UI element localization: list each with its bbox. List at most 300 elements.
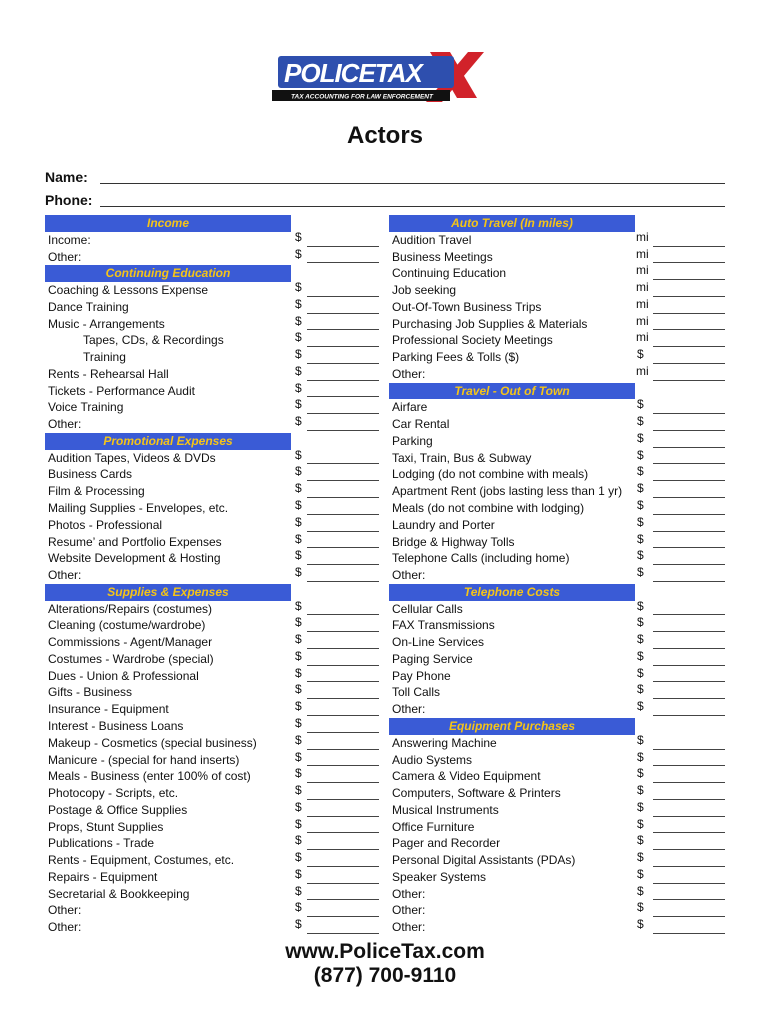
expense-row (389, 634, 725, 651)
amount-input-line[interactable] (307, 313, 379, 314)
expense-label: Speaker Systems (392, 869, 487, 884)
section-header (45, 433, 380, 450)
expense-label: Other: (392, 568, 426, 583)
unit-symbol: $ (295, 866, 302, 881)
expense-row (45, 416, 380, 433)
expense-row (45, 550, 380, 567)
unit-symbol: $ (637, 833, 644, 848)
expense-row (45, 701, 380, 718)
unit-symbol: $ (295, 565, 302, 580)
amount-input-line[interactable] (307, 514, 379, 515)
expense-label: Meals (do not combine with lodging) (392, 501, 585, 516)
amount-input-line[interactable] (653, 916, 725, 917)
amount-input-line[interactable] (307, 497, 379, 498)
footer-phone: (877) 700-9110 (313, 964, 457, 987)
footer-website: www.PoliceTax.com (285, 940, 485, 963)
expense-label: Toll Calls (392, 685, 441, 700)
unit-symbol: $ (637, 481, 644, 496)
amount-input-line[interactable] (653, 480, 725, 481)
name-input-line[interactable] (100, 183, 725, 184)
unit-symbol: $ (637, 598, 644, 613)
phone-input-line[interactable] (100, 206, 725, 207)
unit-symbol: $ (295, 850, 302, 865)
amount-input-line[interactable] (653, 430, 725, 431)
svg-text:TAX ACCOUNTING FOR LAW ENFORCE: TAX ACCOUNTING FOR LAW ENFORCEMENT (291, 93, 433, 101)
expense-label: FAX Transmissions (392, 618, 495, 633)
unit-symbol: $ (637, 397, 644, 412)
amount-input-line[interactable] (307, 883, 379, 884)
section-header-label: Continuing Education (45, 265, 291, 282)
expense-label: Business Meetings (392, 249, 493, 264)
expense-row (389, 363, 725, 383)
unit-symbol: $ (295, 464, 302, 479)
unit-symbol: $ (637, 866, 644, 881)
amount-input-line[interactable] (653, 514, 725, 515)
expense-label: Postage & Office Supplies (48, 802, 188, 817)
unit-symbol: $ (295, 414, 302, 429)
unit-symbol: mi (636, 246, 649, 261)
amount-input-line[interactable] (653, 463, 725, 464)
section-header-label: Auto Travel (In miles) (389, 215, 635, 232)
expense-label: Secretarial & Bookkeeping (48, 886, 190, 901)
expense-label: Gifts - Business (48, 685, 133, 700)
expense-label: Business Cards (48, 467, 133, 482)
expense-label: Dance Training (48, 299, 129, 314)
expense-row (389, 919, 725, 936)
amount-input-line[interactable] (307, 866, 379, 867)
amount-input-line[interactable] (307, 933, 379, 934)
section-header-label: Promotional Expenses (45, 433, 291, 450)
expense-label: Taxi, Train, Bus & Subway (392, 450, 532, 465)
unit-symbol: $ (295, 514, 302, 529)
unit-symbol: mi (636, 229, 649, 244)
unit-symbol: $ (637, 900, 644, 915)
expense-row (389, 835, 725, 852)
unit-symbol: $ (637, 783, 644, 798)
amount-input-line[interactable] (653, 581, 725, 582)
expense-label: Tapes, CDs, & Recordings (83, 333, 224, 348)
expense-row (389, 701, 725, 718)
amount-input-line[interactable] (307, 396, 379, 397)
amount-input-line[interactable] (307, 246, 379, 247)
expense-row (389, 648, 725, 668)
expense-row (389, 447, 725, 467)
expense-label: Other: (392, 702, 426, 717)
expense-row (45, 514, 380, 534)
expense-label: Lodging (do not combine with meals) (392, 467, 589, 482)
unit-symbol: $ (295, 816, 302, 831)
unit-symbol: $ (295, 783, 302, 798)
expense-label: Audio Systems (392, 752, 473, 767)
amount-input-line[interactable] (653, 346, 725, 347)
unit-symbol: $ (295, 766, 302, 781)
expense-label: Bridge & Highway Tolls (392, 534, 515, 549)
expense-row (45, 799, 380, 819)
section-header-label: Equipment Purchases (389, 718, 635, 735)
amount-input-line[interactable] (653, 866, 725, 867)
expense-row (45, 567, 380, 584)
unit-symbol: $ (295, 447, 302, 462)
amount-input-line[interactable] (307, 262, 379, 263)
expense-row (389, 229, 725, 249)
unit-symbol: $ (295, 363, 302, 378)
amount-input-line[interactable] (307, 380, 379, 381)
expense-label: Voice Training (48, 400, 124, 415)
expense-row (45, 866, 380, 886)
amount-input-line[interactable] (307, 648, 379, 649)
unit-symbol: $ (637, 498, 644, 513)
amount-input-line[interactable] (653, 413, 725, 414)
unit-symbol: $ (637, 632, 644, 647)
amount-input-line[interactable] (653, 832, 725, 833)
unit-symbol: $ (637, 648, 644, 663)
section-header (45, 265, 380, 282)
amount-input-line[interactable] (653, 531, 725, 532)
amount-input-line[interactable] (653, 782, 725, 783)
expense-label: Photos - Professional (48, 517, 163, 532)
unit-symbol: $ (637, 347, 644, 362)
expense-label: Film & Processing (48, 484, 145, 499)
unit-symbol: $ (637, 565, 644, 580)
amount-input-line[interactable] (653, 564, 725, 565)
unit-symbol: $ (637, 766, 644, 781)
expense-row (45, 246, 380, 266)
expense-row (45, 483, 380, 500)
amount-input-line[interactable] (307, 581, 379, 582)
expense-label: Other: (48, 417, 82, 432)
amount-input-line[interactable] (307, 430, 379, 431)
expense-label: Other: (48, 903, 82, 918)
expense-row (389, 550, 725, 567)
expense-label: Meals - Business (enter 100% of cost) (48, 769, 251, 784)
expense-row (389, 246, 725, 266)
amount-input-line[interactable] (307, 816, 379, 817)
unit-symbol: $ (295, 397, 302, 412)
amount-input-line[interactable] (307, 799, 379, 800)
name-label: Name: (45, 169, 88, 185)
expense-row (45, 816, 380, 836)
section-header (389, 584, 725, 601)
unit-symbol: $ (295, 229, 302, 244)
expense-row (389, 483, 725, 500)
expense-label: Costumes - Wardrobe (special) (48, 651, 214, 666)
amount-input-line[interactable] (307, 665, 379, 666)
expense-row (389, 883, 725, 903)
unit-symbol: $ (637, 430, 644, 445)
section-header (45, 584, 380, 601)
left-column (45, 215, 380, 936)
amount-input-line[interactable] (307, 631, 379, 632)
expense-label: Telephone Calls (including home) (392, 551, 570, 566)
unit-symbol: $ (295, 665, 302, 680)
amount-input-line[interactable] (653, 698, 725, 699)
expense-label: Parking Fees & Tolls ($) (392, 350, 520, 365)
expense-row (45, 531, 380, 551)
unit-symbol: $ (295, 313, 302, 328)
amount-input-line[interactable] (307, 765, 379, 766)
expense-row (45, 919, 380, 936)
expense-row (389, 430, 725, 450)
unit-symbol: mi (636, 363, 649, 378)
amount-input-line[interactable] (307, 732, 379, 733)
section-header (389, 718, 725, 735)
amount-input-line[interactable] (653, 799, 725, 800)
expense-label: Paging Service (392, 651, 473, 666)
amount-input-line[interactable] (307, 463, 379, 464)
expense-row (45, 835, 380, 852)
unit-symbol: $ (637, 447, 644, 462)
amount-input-line[interactable] (653, 648, 725, 649)
unit-symbol: $ (637, 514, 644, 529)
unit-symbol: $ (637, 699, 644, 714)
policetax-logo (272, 50, 484, 108)
amount-input-line[interactable] (653, 380, 725, 381)
expense-label: Parking (392, 433, 433, 448)
unit-symbol: $ (295, 296, 302, 311)
expense-row (45, 852, 380, 869)
amount-input-line[interactable] (653, 665, 725, 666)
amount-input-line[interactable] (307, 363, 379, 364)
expense-label: Answering Machine (392, 735, 497, 750)
expense-row (45, 229, 380, 249)
amount-input-line[interactable] (307, 413, 379, 414)
expense-row (45, 296, 380, 316)
amount-input-line[interactable] (653, 883, 725, 884)
expense-row (389, 732, 725, 752)
expense-label: Pay Phone (392, 668, 451, 683)
expense-row (389, 617, 725, 634)
section-header-label: Telephone Costs (389, 584, 635, 601)
amount-input-line[interactable] (653, 363, 725, 364)
expense-row (389, 684, 725, 701)
expense-label: Mailing Supplies - Envelopes, etc. (48, 501, 229, 516)
expense-row (389, 265, 725, 282)
expense-label: Continuing Education (392, 266, 507, 281)
expense-row (45, 313, 380, 333)
amount-input-line[interactable] (653, 313, 725, 314)
amount-input-line[interactable] (653, 296, 725, 297)
unit-symbol: mi (636, 313, 649, 328)
expense-label: Personal Digital Assistants (PDAs) (392, 853, 576, 868)
expense-row (45, 634, 380, 651)
phone-field[interactable] (45, 192, 725, 212)
amount-input-line[interactable] (307, 832, 379, 833)
expense-label: Makeup - Cosmetics (special business) (48, 735, 257, 750)
expense-label: Other: (392, 920, 426, 935)
expense-row (45, 684, 380, 701)
amount-input-line[interactable] (653, 614, 725, 615)
expense-label: Cellular Calls (392, 601, 463, 616)
expense-row (45, 883, 380, 903)
expense-row (389, 399, 725, 416)
amount-input-line[interactable] (653, 765, 725, 766)
expense-label: Training (83, 350, 126, 365)
amount-input-line[interactable] (653, 849, 725, 850)
unit-symbol: mi (636, 280, 649, 295)
amount-input-line[interactable] (307, 899, 379, 900)
section-header (389, 383, 725, 400)
expense-row (389, 816, 725, 836)
unit-symbol: $ (295, 246, 302, 261)
expense-row (389, 416, 725, 433)
amount-input-line[interactable] (653, 447, 725, 448)
expense-row (389, 349, 725, 366)
unit-symbol: $ (295, 900, 302, 915)
amount-input-line[interactable] (307, 681, 379, 682)
expense-label: Publications - Trade (48, 836, 155, 851)
amount-input-line[interactable] (307, 531, 379, 532)
phone-label: Phone: (45, 192, 93, 208)
unit-symbol: $ (295, 280, 302, 295)
unit-symbol: $ (637, 850, 644, 865)
amount-input-line[interactable] (653, 749, 725, 750)
expense-row (389, 313, 725, 333)
amount-input-line[interactable] (653, 262, 725, 263)
expense-label: Audition Travel (392, 232, 472, 247)
page-title: Actors (346, 122, 424, 149)
amount-input-line[interactable] (653, 279, 725, 280)
unit-symbol: $ (295, 799, 302, 814)
amount-input-line[interactable] (653, 933, 725, 934)
unit-symbol: $ (295, 699, 302, 714)
expense-label: Interest - Business Loans (48, 718, 184, 733)
expense-label: Professional Society Meetings (392, 333, 553, 348)
amount-input-line[interactable] (653, 715, 725, 716)
expense-row (389, 852, 725, 869)
expense-row (45, 648, 380, 668)
expense-row (389, 665, 725, 685)
expense-label: Music - Arrangements (48, 316, 165, 331)
expense-row (389, 749, 725, 769)
expense-label: Car Rental (392, 417, 450, 432)
amount-input-line[interactable] (307, 782, 379, 783)
expense-label: Other: (48, 568, 82, 583)
amount-input-line[interactable] (653, 899, 725, 900)
unit-symbol: $ (637, 917, 644, 932)
expense-row (389, 768, 725, 785)
expense-row (45, 447, 380, 467)
amount-input-line[interactable] (307, 749, 379, 750)
logo-graphic (272, 50, 484, 108)
expense-row (389, 866, 725, 886)
name-field[interactable] (45, 169, 725, 189)
expense-label: Purchasing Job Supplies & Materials (392, 316, 588, 331)
unit-symbol: $ (295, 715, 302, 730)
amount-input-line[interactable] (307, 916, 379, 917)
unit-symbol: $ (295, 330, 302, 345)
amount-input-line[interactable] (307, 547, 379, 548)
unit-symbol: $ (637, 665, 644, 680)
amount-input-line[interactable] (307, 614, 379, 615)
amount-input-line[interactable] (307, 849, 379, 850)
unit-symbol: $ (295, 833, 302, 848)
unit-symbol: $ (295, 632, 302, 647)
amount-input-line[interactable] (653, 681, 725, 682)
expense-row (389, 598, 725, 618)
expense-row (45, 363, 380, 383)
amount-input-line[interactable] (307, 480, 379, 481)
expense-label: Audition Tapes, Videos & DVDs (48, 450, 216, 465)
unit-symbol: $ (637, 732, 644, 747)
expense-row (45, 380, 380, 400)
amount-input-line[interactable] (307, 296, 379, 297)
expense-row (389, 902, 725, 919)
unit-symbol: mi (636, 263, 649, 278)
expense-row (389, 531, 725, 551)
amount-input-line[interactable] (307, 715, 379, 716)
amount-input-line[interactable] (653, 631, 725, 632)
unit-symbol: mi (636, 330, 649, 345)
expense-label: Office Furniture (392, 819, 475, 834)
expense-label: Musical Instruments (392, 802, 499, 817)
expense-label: Rents - Rehearsal Hall (48, 366, 169, 381)
unit-symbol: $ (637, 799, 644, 814)
amount-input-line[interactable] (307, 698, 379, 699)
right-column (389, 215, 725, 936)
unit-symbol: $ (295, 531, 302, 546)
expense-label: Job seeking (392, 283, 457, 298)
amount-input-line[interactable] (653, 246, 725, 247)
expense-label: Manicure - (special for hand inserts) (48, 752, 240, 767)
expense-label: Computers, Software & Printers (392, 786, 561, 801)
expense-label: Commissions - Agent/Manager (48, 635, 213, 650)
expense-label: Other: (48, 920, 82, 935)
unit-symbol: $ (637, 464, 644, 479)
section-header (389, 215, 725, 232)
expense-label: Out-Of-Town Business Trips (392, 299, 542, 314)
expense-row (45, 749, 380, 769)
expense-row (45, 617, 380, 634)
expense-row (45, 598, 380, 618)
unit-symbol: $ (295, 380, 302, 395)
amount-input-line[interactable] (653, 329, 725, 330)
expense-label: Alterations/Repairs (costumes) (48, 601, 213, 616)
expense-label: Pager and Recorder (392, 836, 501, 851)
expense-row (389, 466, 725, 483)
amount-input-line[interactable] (307, 564, 379, 565)
expense-label: Other: (392, 886, 426, 901)
amount-input-line[interactable] (653, 497, 725, 498)
amount-input-line[interactable] (307, 346, 379, 347)
expense-label: Dues - Union & Professional (48, 668, 199, 683)
expense-row (389, 567, 725, 584)
unit-symbol: $ (295, 917, 302, 932)
expense-label: Other: (392, 366, 426, 381)
expense-row (45, 399, 380, 416)
expense-label: Rents - Equipment, Costumes, etc. (48, 853, 235, 868)
section-header (45, 215, 380, 232)
unit-symbol: $ (295, 732, 302, 747)
expense-row (389, 514, 725, 534)
expense-row (45, 785, 380, 802)
amount-input-line[interactable] (307, 329, 379, 330)
section-header-label: Supplies & Expenses (45, 584, 291, 601)
amount-input-line[interactable] (653, 547, 725, 548)
expense-label: Website Development & Hosting (48, 551, 221, 566)
expense-label: Laundry and Porter (392, 517, 495, 532)
expense-label: Repairs - Equipment (48, 869, 158, 884)
expense-label: Coaching & Lessons Expense (48, 283, 209, 298)
expense-row (45, 466, 380, 483)
expense-row (389, 785, 725, 802)
expense-row (45, 768, 380, 785)
unit-symbol: $ (295, 481, 302, 496)
expense-row (45, 715, 380, 735)
unit-symbol: $ (295, 598, 302, 613)
unit-symbol: $ (295, 648, 302, 663)
amount-input-line[interactable] (653, 816, 725, 817)
unit-symbol: $ (295, 347, 302, 362)
